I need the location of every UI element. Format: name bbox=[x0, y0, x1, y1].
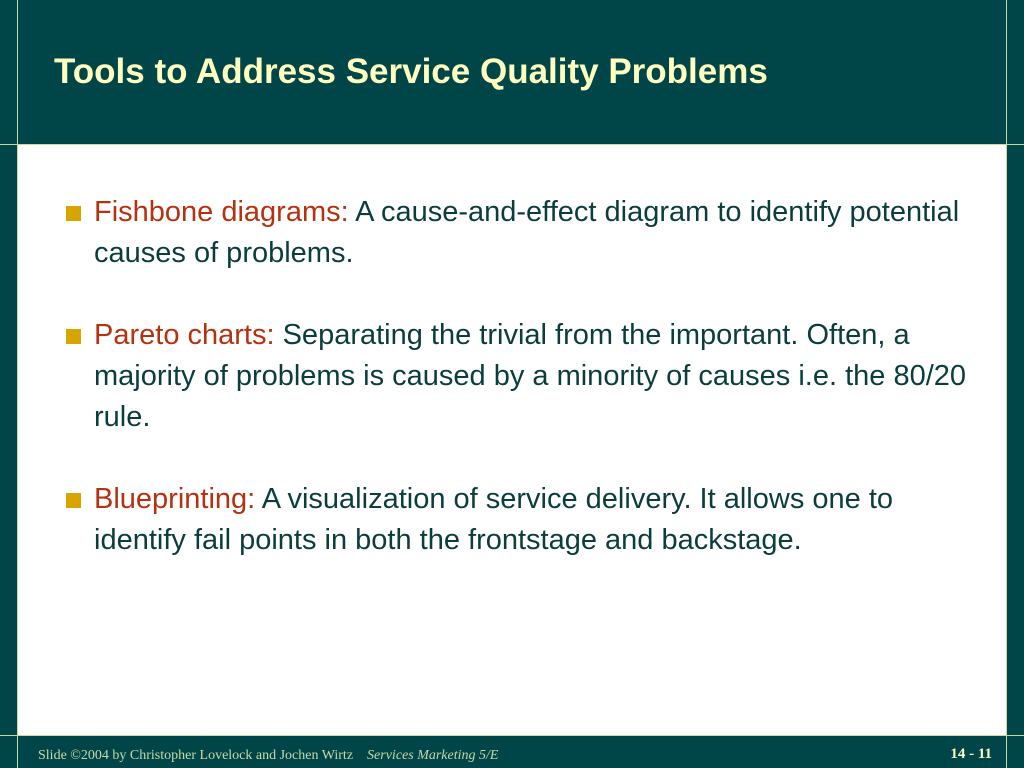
slide-title: Tools to Address Service Quality Problems bbox=[54, 52, 768, 91]
content-area bbox=[18, 145, 1006, 735]
bullet-fishbone bbox=[94, 192, 984, 274]
frame-line-bottom bbox=[0, 735, 1024, 736]
slide-number: 14 - 11 bbox=[950, 746, 992, 762]
footer-copyright: Slide ©2004 by Christopher Lovelock and Jochen Wirtz bbox=[38, 748, 354, 763]
bullet-term: Pareto charts: bbox=[94, 319, 275, 351]
bullet-term: Blueprinting: bbox=[94, 483, 256, 515]
bullet-blueprinting bbox=[94, 479, 984, 561]
square-bullet-icon bbox=[66, 329, 81, 344]
footer-book-title: Services Marketing 5/E bbox=[367, 748, 499, 763]
bullet-term: Fishbone diagrams: bbox=[94, 196, 349, 228]
square-bullet-icon bbox=[66, 493, 81, 508]
square-bullet-icon bbox=[66, 206, 81, 221]
bullet-text: A cause-and-effect diagram to identify potential causes of problems. bbox=[94, 196, 960, 269]
bullet-pareto bbox=[94, 315, 984, 438]
footer-credits bbox=[38, 748, 498, 764]
bullet-text: A visualization of service delivery. It allows one to identify fail points in both the frontstage and backstage. bbox=[94, 483, 894, 556]
bullet-text: Separating the trivial from the important. Often, a majority of problems is caused by a minority of causes i.e. the 80/20 rule. bbox=[94, 319, 967, 433]
frame-line-right bbox=[1006, 0, 1007, 768]
